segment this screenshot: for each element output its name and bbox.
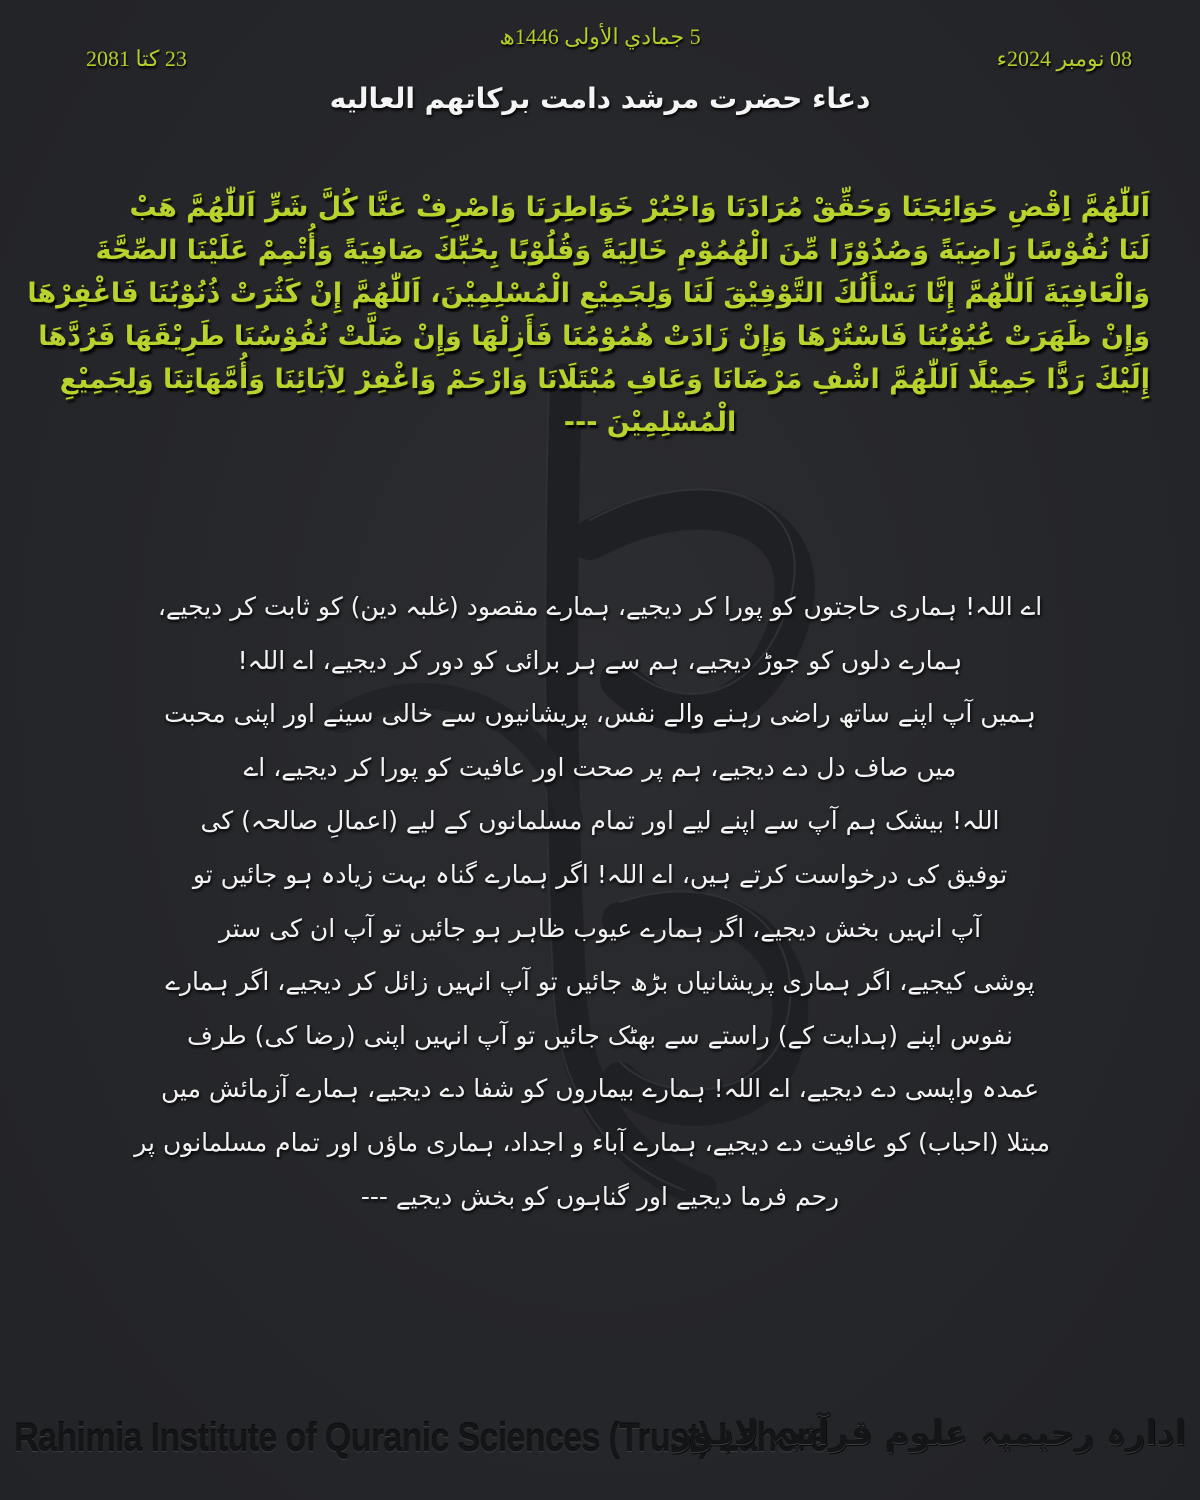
urdu-translation-line: اے اللہ! ہماری حاجتوں کو پورا کر دیجیے، ہمارے مقصود (غلبہ دین) کو ثابت کر دیجیے، — [157, 592, 1043, 621]
urdu-translation-line: میں صاف دل دے دیجیے، ہم پر صحت اور عافیت کو پورا کر دیجیے، اے — [243, 752, 957, 782]
urdu-translation-line: توفیق کی درخواست کرتے ہیں، اے اللہ! اگر ہمارے گناہ بہت زیادہ ہو جائیں تو — [192, 859, 1008, 889]
hijri-date: 5 جمادي الأولى 1446ھ — [499, 24, 701, 49]
institute-name-urdu-calligraphy: ادارہ رحیمیہ علوم قرآنیہ لاہور — [672, 1413, 1186, 1453]
urdu-translation-line: پوشی کیجیے، اگر ہماری پریشانیاں بڑھ جائیں تو آپ انہیں زائل کر دیجیے، اگر ہمارے — [165, 967, 1035, 997]
arabic-dua-line: لَنَا نُفُوْسًا رَاضِيَةً وَصُدُوْرًا مِّنَ الْهُمُوْمِ خَالِيَةً وَقُلُوْبًا بِحُبِّكَ صَافِيَةً وَأُتْمِمْ عَلَيْنَا الصِّحَّةَ — [95, 235, 1150, 266]
page-title: دعاء حضرت مرشد دامت برکاتهم العالیه — [329, 82, 871, 115]
urdu-translation-line: مبتلا (احباب) کو عافیت دے دیجیے، ہمارے آباء و اجداد، ہماری ماؤں اور تمام مسلمانوں پر — [134, 1127, 1050, 1157]
arabic-dua-line: اَللّٰهُمَّ اِقْضِ حَوَائِجَنَا وَحَقِّقْ مُرَادَنَا وَاجْبُرْ خَوَاطِرَنَا وَاصْرِفْ عَنَّا كُلَّ شَرٍّ اَللّٰهُمَّ هَبْ — [129, 192, 1150, 223]
arabic-dua — [27, 186, 1150, 444]
urdu-translation-line: رحم فرما دیجیے اور گناہوں کو بخش دیجیے --- — [360, 1181, 840, 1211]
urdu-translation-line: ہمیں آپ اپنے ساتھ راضی رہنے والے نفس، پریشانیوں سے خالی سینے اور اپنی محبت — [164, 699, 1036, 729]
urdu-translation-line: اللہ! بیشک ہم آپ سے اپنے لیے اور تمام مسلمانوں کے لیے (اعمالِ صالحہ) کی — [200, 806, 1000, 836]
urdu-translation-line: نفوس اپنے (ہدایت کے) راستے سے بھٹک جائیں تو آپ انہیں اپنی (رضا کی) طرف — [187, 1020, 1013, 1050]
arabic-dua-line: الْمُسْلِمِيْنَ --- — [563, 407, 737, 438]
urdu-translation — [134, 580, 1050, 1223]
arabic-dua-line: وَإِنْ ظَهَرَتْ عُيُوْبُنَا فَاسْتُرْهَا وَإِنْ زَادَتْ هُمُوْمُنَا فَأَزِلْهَا وَإِنْ ضَلَّتْ نُفُوْسُنَا طَرِيْقَهَا فَرُدَّهَا — [38, 321, 1150, 352]
bikrami-date: 23 کتا 2081 — [86, 46, 187, 71]
footer — [0, 1408, 1200, 1488]
gregorian-date: 08 نومبر 2024ء — [996, 46, 1132, 71]
institute-name-english: Rahimia Institute of Quranic Sciences (Trust) Lahore — [14, 1416, 828, 1460]
urdu-translation-line: عمدہ واپسی دے دیجیے، اے اللہ! ہمارے بیماروں کو شفا دے دیجیے، ہمارے آزمائش میں — [161, 1074, 1039, 1104]
urdu-translation-line: ہمارے دلوں کو جوڑ دیجیے، ہم سے ہر برائی کو دور کر دیجیے، اے اللہ! — [237, 645, 963, 675]
arabic-dua-line: إِلَيْكَ رَدًّا جَمِيْلًا اَللّٰهُمَّ اشْفِ مَرْضَانَا وَعَافِ مُبْتَلَانَا وَارْحَمْ وَاغْفِرْ لِآبَائِنَا وَأُمَّهَاتِنَا وَلِجَمِيْعِ — [59, 364, 1150, 395]
arabic-dua-line: وَالْعَافِيَةَ اَللّٰهُمَّ إِنَّا نَسْأَلُكَ التَّوْفِيْقَ لَنَا وَلِجَمِيْعِ الْمُسْلِمِيْنَ، اَللّٰهُمَّ إِنْ كَثُرَتْ ذُنُوْبُنَا فَاغْفِرْهَا — [27, 278, 1150, 309]
urdu-translation-line: آپ انہیں بخش دیجیے، اگر ہمارے عیوب ظاہر ہو جائیں تو آپ ان کی ستر — [218, 913, 982, 943]
